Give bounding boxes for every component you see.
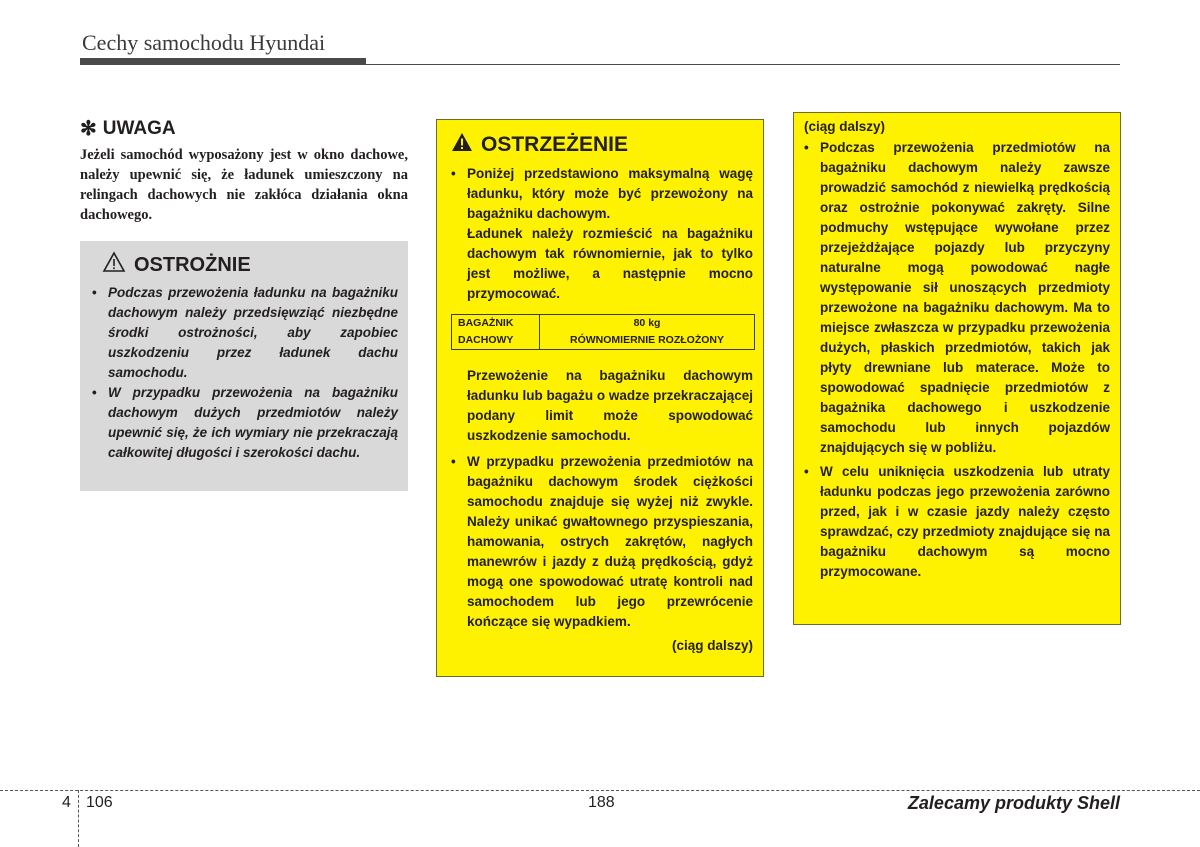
warning-title: OSTRZEŻENIE <box>481 133 629 156</box>
caution-title: OSTROŻNIE <box>134 253 251 276</box>
warning-list-1 <box>451 164 753 224</box>
header-rule-thick <box>80 58 366 65</box>
page-number: 106 <box>86 794 113 811</box>
warning-paragraph: Przewożenie na bagażniku dachowym ładunku lub bagażu o wadze przekraczającej podany limit może spowodować uszkodzenie samochodu. <box>467 368 753 443</box>
warning-list-2 <box>451 452 753 632</box>
asterisk-icon: ✻ <box>80 118 97 140</box>
warning-box-1 <box>436 119 764 677</box>
caution-item: • W przypadku przewożenia na bagażniku dachowym dużych przedmiotów należy upewnić się, że ich wymiary nie przekraczają całkowitej długości i szerokości dachu. <box>90 383 398 463</box>
warning-heading <box>451 132 753 158</box>
load-table-label-line: DACHOWY <box>458 334 514 346</box>
center-page-number: 188 <box>588 794 615 811</box>
continued-label: (ciąg dalszy) <box>671 638 753 653</box>
continued-label: (ciąg dalszy) <box>804 119 886 134</box>
warning-triangle-icon <box>451 132 473 158</box>
note-heading <box>80 116 408 141</box>
caution-box <box>80 241 408 491</box>
caution-triangle-icon <box>102 251 126 279</box>
load-table-value-line: RÓWNOMIERNIE ROZŁOŻONY <box>570 334 725 346</box>
caution-item: • Podczas przewożenia ładunku na bagażniku dachowym należy przedsięwziąć niezbędne środki ostrożności, aby zapobiec uszkodzeniu przez ładunek dachu samochodu. <box>90 283 398 383</box>
warning-item: • W przypadku przewożenia przedmiotów na bagażniku dachowym środek ciężkości samochodu znajduje się wyżej niż zwykle. Należy unikać gwałtownego przyspieszania, hamowania, ostrych zakrętów, nagłych manewrów i jazdy z dużą prędkością, gdyż mogą one spowodować utratę kontroli nad samochodem lub jego przewrócenie kończące się wypadkiem. <box>451 452 753 632</box>
note-title: UWAGA <box>102 117 176 139</box>
load-table-label-line: BAGAŻNIK <box>458 317 514 329</box>
load-table-value-line: 80 kg <box>633 317 661 329</box>
note-body: Jeżeli samochód wyposażony jest w okno dachowe, należy upewnić się, że ładunek umieszczony na relingach dachowych nie zakłóca działania okna dachowego. <box>80 147 408 223</box>
caution-heading <box>102 251 398 279</box>
page-header-title: Cechy samochodu Hyundai <box>82 30 326 55</box>
note-section <box>80 116 408 225</box>
header-rule-thin <box>366 64 1120 65</box>
warning-box-2 <box>793 112 1121 625</box>
load-table-value <box>540 315 755 350</box>
warning-paragraph: Ładunek należy rozmieścić na bagażniku dachowym tak równomiernie, jak to tylko jest możliwe, a następnie mocno przymocować. <box>467 226 753 301</box>
footer-brand-text: Zalecamy produkty Shell <box>907 793 1120 813</box>
warning-list-3 <box>804 138 1110 582</box>
warning-item: • Poniżej przedstawiono maksymalną wagę ładunku, który może być przewożony na bagażniku dachowym. <box>451 164 753 224</box>
warning-item: • Podczas przewożenia przedmiotów na bagażniku dachowym należy zawsze prowadzić samochód z niewielką prędkością oraz ostrożnie pokonywać zakręty. Silne podmuchy wstępujące wywołane przez przejeżdżające pojazdy lub przyczyny naturalne mogą powodować nagłe występowanie sił unoszących przedmioty przewożone na bagażniku dachowym. Ma to miejsce zwłaszcza w przypadku przewożenia dużych, płaskich przedmiotów, takich jak płyty drewniane lub materace. Może to spowodować spadnięcie przedmiotów z bagażnika dachowego i uszkodzenie samochodu lub innych pojazdów znajdujących się w pobliżu. <box>804 138 1110 458</box>
warning-item: • W celu uniknięcia uszkodzenia lub utraty ładunku podczas jego przewożenia zarówno przed, jak i w czasie jazdy należy często sprawdzać, czy przedmioty znajdujące się na bagażniku dachowym są mocno przymocowane. <box>804 462 1110 582</box>
load-table-label <box>452 315 540 350</box>
load-limit-table <box>451 314 755 350</box>
caution-list <box>90 283 398 463</box>
chapter-number: 4 <box>62 794 71 811</box>
footer-rule <box>0 790 1200 791</box>
footer-divider <box>78 790 79 847</box>
